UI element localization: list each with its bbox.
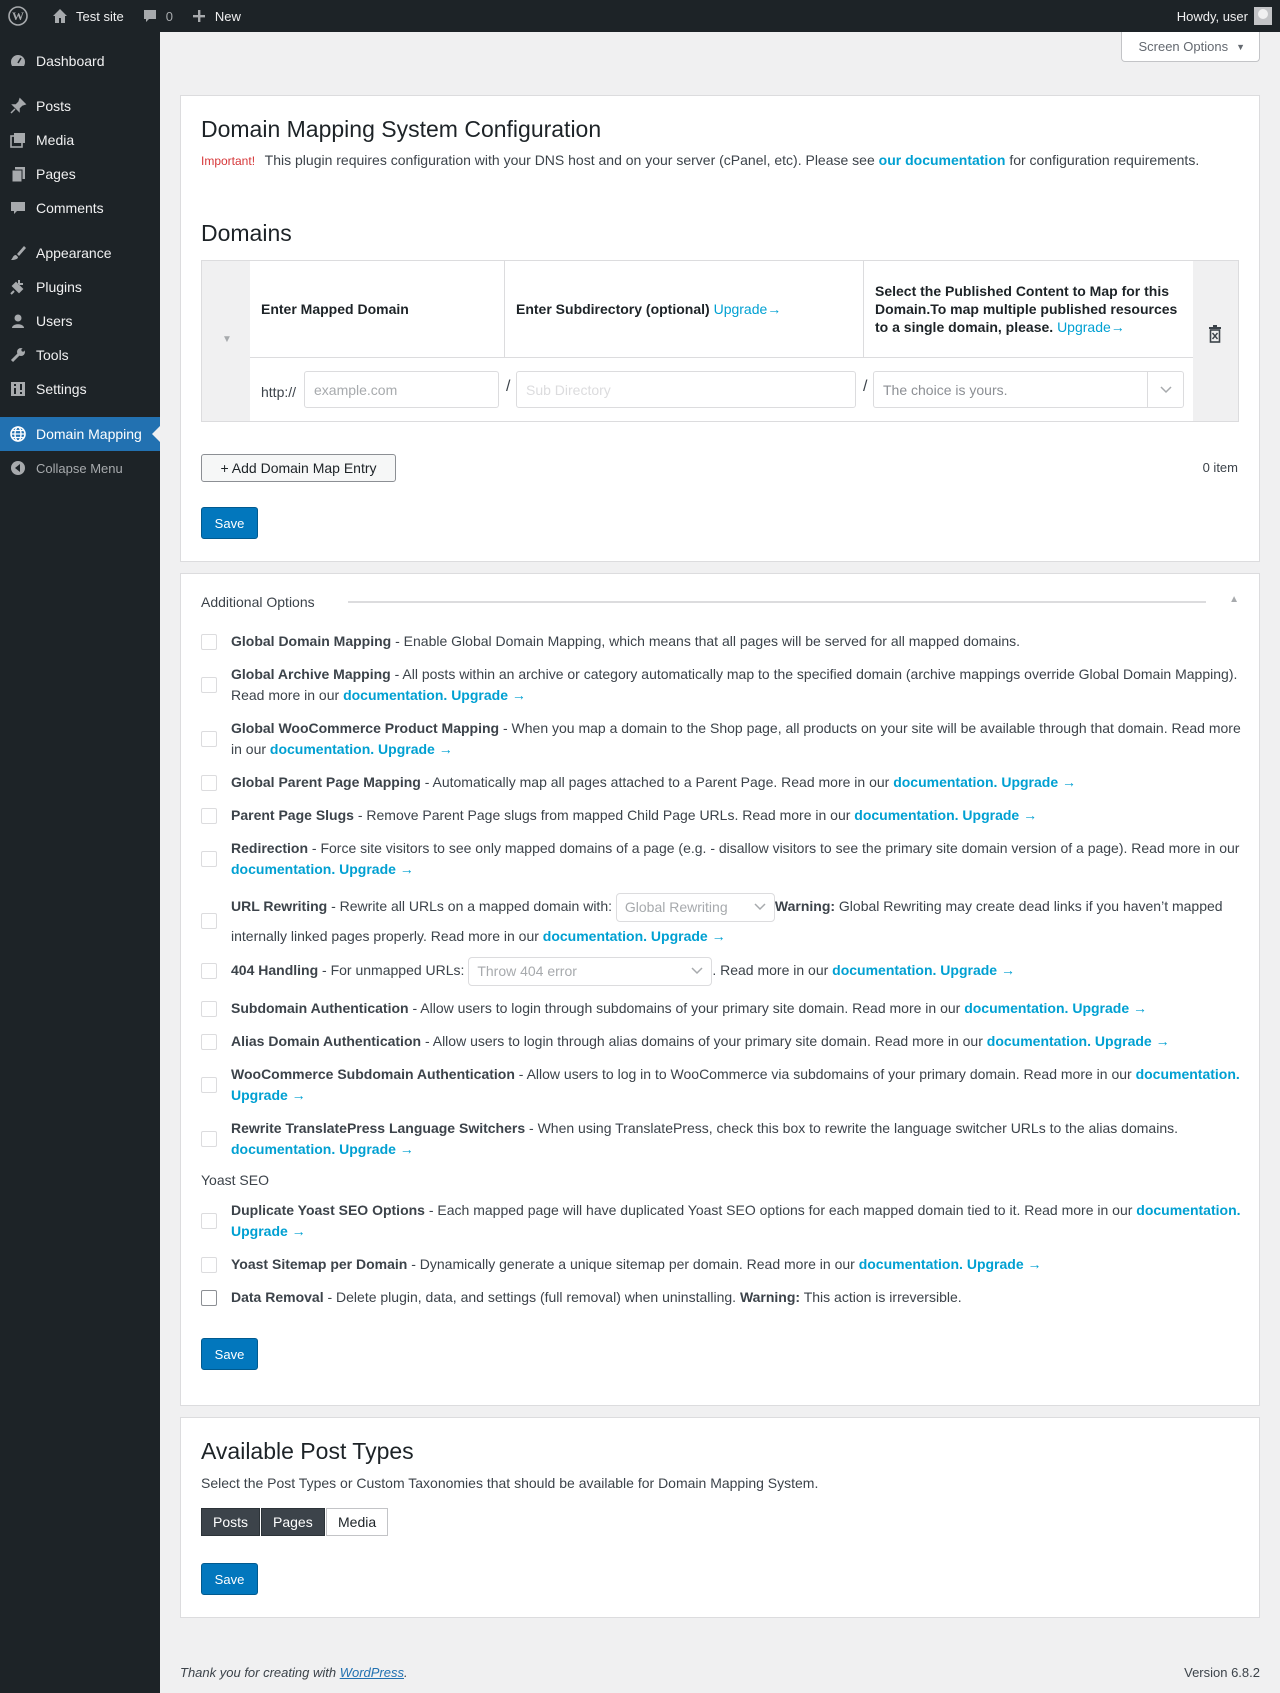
option-name: 404 Handling [231,962,319,978]
caret-down-icon: ▼ [1236,41,1245,52]
checkbox[interactable] [201,1213,217,1229]
option-name: Parent Page Slugs [231,807,354,823]
wordpress-logo-icon [8,6,28,26]
collapse-caret-icon[interactable]: ▲ [1229,594,1239,605]
option-duplicate-yoast-seo-options [201,1200,1241,1242]
howdy-text: Howdy, user [1176,8,1248,24]
upgrade-link[interactable]: Upgrade → [451,687,526,703]
menu-label: Media [36,132,75,148]
menu-item-domain-mapping[interactable] [0,417,160,451]
admin-bar [0,0,1280,32]
collapse-menu-button[interactable] [0,451,160,485]
checkbox[interactable] [201,913,217,929]
menu-label: Appearance [36,245,112,261]
svg-text:W: W [12,9,24,23]
option-name: Global WooCommerce Product Mapping [231,720,500,736]
input-row [250,357,1193,400]
column-header-subdirectory [505,261,864,357]
checkbox[interactable] [201,1290,217,1306]
option-woocommerce-subdomain-authentication [201,1064,1241,1106]
admin-sidebar [0,32,160,1693]
option-name: URL Rewriting [231,898,328,914]
documentation-link[interactable]: documentation. [893,774,998,790]
upgrade-link[interactable]: Upgrade → [339,1141,414,1157]
menu-item-media[interactable] [0,123,160,157]
save-button[interactable]: Save [201,1563,258,1595]
checkbox[interactable] [201,1131,217,1147]
site-name: Test site [76,8,124,24]
option-name: Subdomain Authentication [231,1000,409,1016]
option-yoast-sitemap-per-domain [201,1254,1241,1275]
menu-item-plugins[interactable] [0,270,160,304]
subdirectory-upgrade-link[interactable]: Upgrade→ [713,301,782,317]
menu-label: Plugins [36,279,82,295]
users-icon [9,312,27,330]
menu-label: Tools [36,347,69,363]
option-name: Global Archive Mapping [231,666,391,682]
checkbox[interactable] [201,1257,217,1273]
screen-options-button[interactable] [1121,32,1260,62]
add-domain-map-entry-button[interactable]: + Add Domain Map Entry [201,454,396,482]
menu-item-users[interactable] [0,304,160,338]
footer-period: . [404,1665,408,1680]
menu-label: Users [36,313,73,329]
subdirectory-input[interactable]: Sub Directory [516,371,856,408]
wrench-icon [9,346,27,364]
upgrade-link[interactable]: Upgrade → [378,741,453,757]
option-data-removal [201,1287,1241,1308]
select-value: Global Rewriting [624,899,728,916]
settings-icon [9,380,27,398]
documentation-link[interactable]: documentation. [858,1256,963,1272]
option-text: - Automatically map all pages attached to a Parent Page. Read more in our [424,774,890,790]
option-text: - Each mapped page will have duplicated Yoast SEO options for each mapped domain tied to it. Read more in our [428,1202,1133,1218]
menu-item-pages[interactable] [0,157,160,191]
url-rewriting-select[interactable] [616,893,775,922]
comment-bubble-icon [140,6,160,26]
comments-icon [9,199,27,217]
menu-item-comments[interactable] [0,191,160,225]
option-text: - Enable Global Domain Mapping, which means that all pages will be served for all mapped domains. [395,633,1021,649]
option-url-rewriting [201,892,1241,950]
menu-label: Posts [36,98,72,114]
domain-map-table [201,260,1239,422]
documentation-link[interactable]: documentation. [1136,1202,1241,1218]
checkbox[interactable] [201,677,217,693]
documentation-link[interactable]: documentation. [1135,1066,1240,1082]
protocol-label: http:// [261,384,297,400]
option-subdomain-authentication [201,998,1241,1019]
option-text: . Read more in our [712,962,829,978]
upgrade-link[interactable]: Upgrade → [1094,1033,1170,1049]
pages-icon [9,165,27,183]
menu-label: Domain Mapping [36,426,142,442]
option-name: Global Domain Mapping [231,633,392,649]
option-name: Data Removal [231,1289,324,1305]
option-name: Duplicate Yoast SEO Options [231,1202,425,1218]
option-redirection [201,838,1241,880]
checkbox[interactable] [201,963,217,979]
new-content-menu[interactable] [181,0,249,32]
menu-item-appearance[interactable] [0,236,160,270]
option-text: - For unmapped URLs: [322,962,465,978]
description-text-end: for configuration requirements. [1009,152,1200,168]
menu-label: Settings [36,381,87,397]
menu-item-dashboard[interactable] [0,44,160,78]
content-select-value: The choice is yours. [883,381,1008,398]
screen-options-label: Screen Options [1138,39,1229,54]
documentation-link[interactable]: documentation. [854,807,959,823]
comments-link[interactable] [132,0,181,32]
upgrade-link[interactable]: Upgrade → [1001,774,1077,790]
configuration-panel [180,95,1260,562]
upgrade-link[interactable]: Upgrade → [650,927,726,944]
option-rewrite-translatepress [201,1118,1241,1160]
warning-label: Warning: [774,898,836,914]
collapse-label: Collapse Menu [36,460,123,476]
documentation-link[interactable]: documentation. [986,1033,1092,1049]
page-title: Domain Mapping System Configuration [201,116,602,142]
item-count: 0 item [1202,460,1238,475]
upgrade-link[interactable]: Upgrade → [339,861,414,877]
comments-count: 0 [165,8,173,24]
upgrade-link[interactable]: Upgrade → [962,807,1038,823]
save-button[interactable]: Save [201,507,258,539]
option-text: This action is irreversible. [803,1289,962,1305]
option-text: - Rewrite all URLs on a mapped domain with: [331,898,612,914]
column-header-content [864,261,1193,357]
option-name: WooCommerce Subdomain Authentication [231,1066,515,1082]
site-name-link[interactable] [42,0,132,32]
content-select[interactable] [873,371,1184,408]
option-alias-domain-authentication [201,1031,1241,1052]
documentation-link[interactable]: documentation. [231,1141,336,1157]
documentation-link[interactable]: documentation. [269,741,375,757]
documentation-link[interactable]: documentation. [964,1000,1069,1016]
slash-separator: / [506,378,511,395]
post-type-media-button[interactable]: Media [326,1508,388,1536]
checkbox[interactable] [201,1077,217,1093]
home-icon [50,6,70,26]
option-text: - When using TranslatePress, check this box to rewrite the language switcher URLs to the alias domains. [529,1120,1178,1136]
option-404-handling [201,956,1241,986]
checkbox[interactable] [201,1001,217,1017]
checkbox[interactable] [201,634,217,650]
plus-icon [189,6,209,26]
dashboard-icon [9,52,27,70]
post-types-title: Available Post Types [201,1438,414,1464]
chevron-down-icon [1147,372,1183,407]
post-type-posts-button[interactable]: Posts [201,1508,260,1536]
footer-text: Thank you for creating with [180,1665,337,1680]
404-handling-select[interactable] [468,957,712,986]
additional-options-title: Additional Options [201,594,315,610]
option-text: - When you map a domain to the Shop page, all products on your site will be available through that domain. Read more in our [231,720,1241,757]
menu-item-posts[interactable] [0,89,160,123]
checkbox[interactable] [201,1034,217,1050]
additional-options-panel [180,573,1260,1406]
domain-map-row [250,261,1193,421]
wordpress-link[interactable]: WordPress [339,1665,404,1680]
option-text: - Allow users to login through alias domains of your primary site domain. Read more in our [424,1033,983,1049]
important-label: Important! [201,154,256,168]
option-text: Global Rewriting may create dead links if you haven’t mapped internally linked pages properly. Read more in our [231,898,1223,944]
globe-icon [9,425,27,443]
domains-heading: Domains [201,220,292,246]
upgrade-link[interactable]: Upgrade → [231,1223,306,1239]
option-name: Alias Domain Authentication [231,1033,422,1049]
post-types-description: Select the Post Types or Custom Taxonomies that should be available for Domain Mapping System. [201,1475,819,1491]
new-label: New [214,8,241,24]
media-icon [9,131,27,149]
option-text: - Force site visitors to see only mapped domains of a page (e.g. - disallow visitors to see the primary site domain version of a page). Read more in our [311,840,1240,856]
chevron-down-icon [691,967,703,975]
option-text: - All posts within an archive or category automatically map to the specified domain (archive mappings override Global Domain Mapping). Read more in our [231,666,1238,703]
brush-icon [9,244,27,262]
slash-separator: / [863,378,868,395]
select-value: Throw 404 error [477,963,577,980]
documentation-link[interactable]: documentation. [343,687,448,703]
option-text: - Dynamically generate a unique sitemap per domain. Read more in our [411,1256,855,1272]
option-global-domain-mapping [201,631,1241,652]
avatar [1254,7,1272,25]
option-name: Global Parent Page Mapping [231,774,421,790]
collapse-arrow-icon [9,459,27,477]
option-text: - Allow users to login through subdomains of your primary site domain. Read more in our [412,1000,961,1016]
yoast-seo-heading: Yoast SEO [201,1172,269,1188]
upgrade-link[interactable]: Upgrade → [1072,1000,1148,1016]
column-header-domain [250,261,505,357]
divider [348,601,1206,603]
column-header-label: Select the Published Content to Map for this Domain.To map multiple published resources to a single domain, please. [875,283,1178,335]
option-text: - Delete plugin, data, and settings (full removal) when uninstalling. [327,1289,737,1305]
plugin-icon [9,278,27,296]
option-text: - Allow users to log in to WooCommerce via subdomains of your primary domain. Read more in our [518,1066,1132,1082]
menu-item-settings[interactable] [0,372,160,406]
warning-label: Warning: [739,1289,801,1305]
column-header-label: Enter Mapped Domain [261,301,409,317]
documentation-link[interactable]: our documentation [878,152,1006,168]
documentation-link[interactable]: documentation. [231,861,336,877]
menu-label: Comments [36,200,104,216]
option-global-archive-mapping [201,664,1241,706]
documentation-link[interactable]: documentation. [542,927,648,944]
option-text: - Remove Parent Page slugs from mapped Child Page URLs. Read more in our [357,807,851,823]
documentation-link[interactable]: documentation. [832,962,937,978]
option-parent-page-slugs [201,805,1241,826]
column-header-label: Enter Subdirectory (optional) [516,301,710,317]
trash-icon[interactable] [1207,325,1223,346]
account-menu[interactable] [1169,0,1280,32]
pin-icon [9,97,27,115]
option-name: Yoast Sitemap per Domain [231,1256,408,1272]
description-text: This plugin requires configuration with your DNS host and on your server (cPanel, etc). Please see [264,152,875,168]
option-global-parent-page-mapping [201,772,1241,793]
chevron-down-icon [754,903,766,911]
option-global-woocommerce-product-mapping [201,718,1241,760]
upgrade-link[interactable]: Upgrade → [966,1256,1042,1272]
version-text: Version 6.8.2 [1184,1665,1260,1680]
checkbox[interactable] [201,775,217,791]
menu-label: Pages [36,166,76,182]
option-name: Rewrite TranslatePress Language Switchers [231,1120,526,1136]
upgrade-link[interactable]: Upgrade → [231,1087,306,1103]
checkbox[interactable] [201,731,217,747]
footer-thanks [180,1665,408,1680]
upgrade-link[interactable]: Upgrade → [940,962,1015,978]
menu-label: Dashboard [36,53,105,69]
menu-item-tools[interactable] [0,338,160,372]
wordpress-logo-menu[interactable] [0,0,42,32]
checkbox[interactable] [201,808,217,824]
config-description [201,152,1201,169]
mapped-domain-input[interactable]: example.com [304,371,499,408]
option-name: Redirection [231,840,309,856]
checkbox[interactable] [201,851,217,867]
chevron-down-icon[interactable]: ▼ [222,334,232,345]
save-button[interactable]: Save [201,1338,258,1370]
content-upgrade-link[interactable]: Upgrade→ [1057,319,1125,335]
post-types-panel [180,1417,1260,1618]
post-type-pages-button[interactable]: Pages [261,1508,325,1536]
